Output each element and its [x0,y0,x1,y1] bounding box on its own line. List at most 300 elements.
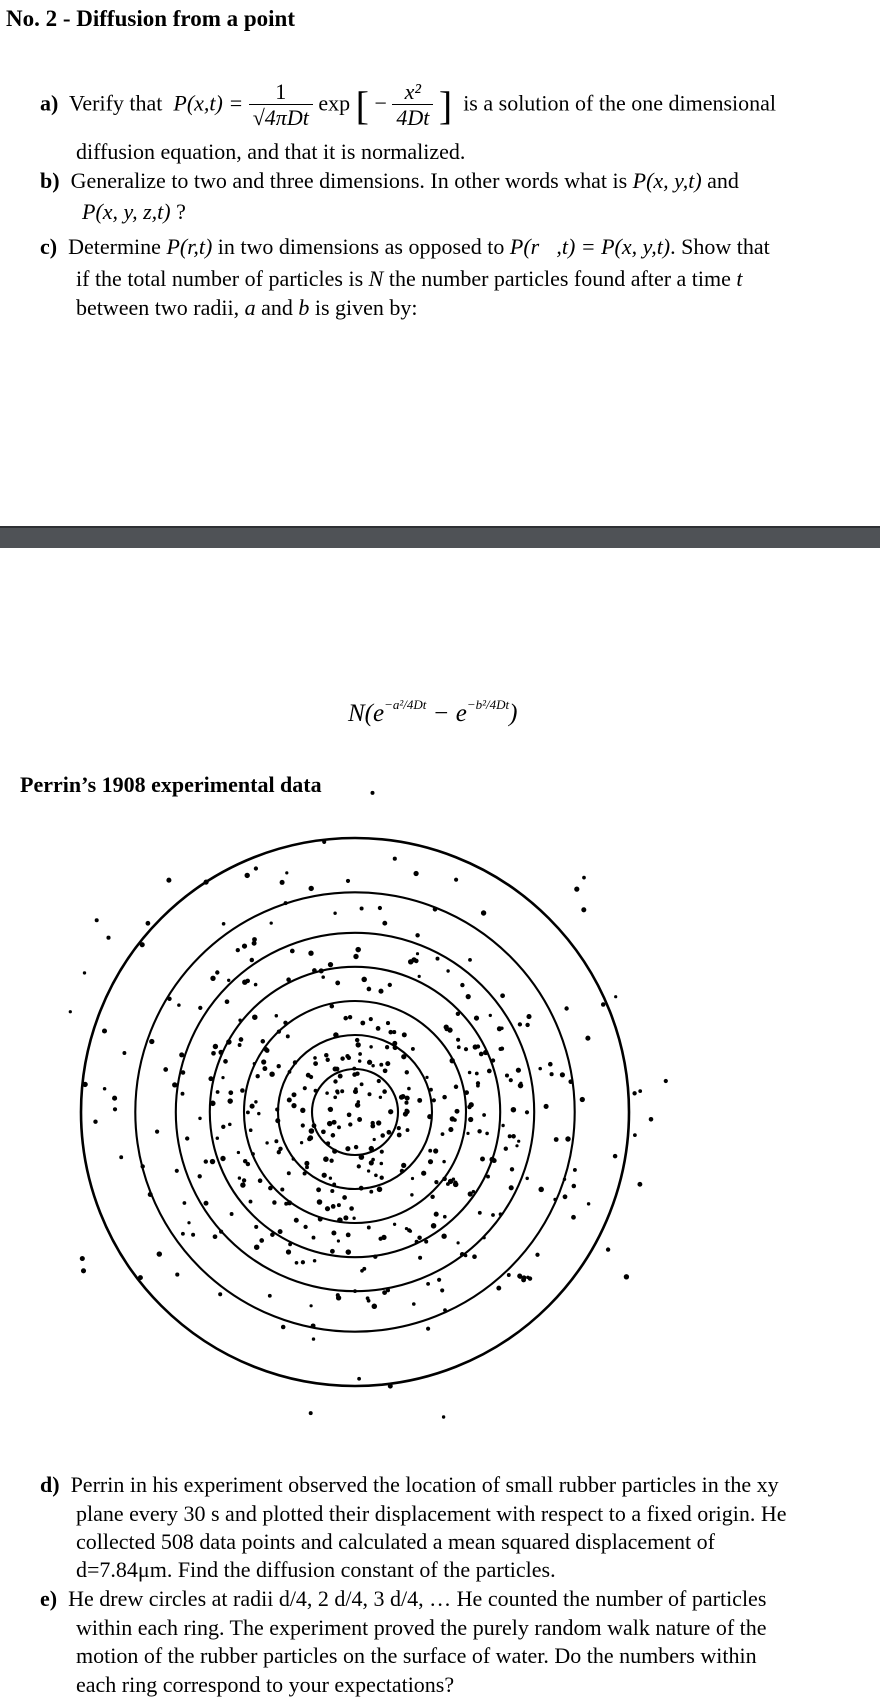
particle-dot [336,1295,341,1300]
particle-dot [242,944,247,949]
particle-dot [480,1157,485,1162]
particle-dot [454,1085,458,1089]
particle-dot [425,1076,428,1079]
particle-dot [356,1042,361,1047]
particle-dot [277,1064,281,1068]
particle-dot [353,1289,357,1293]
particle-dot [447,1027,452,1032]
particle-dot [148,1192,153,1197]
part-c-l3end: is given by: [314,295,418,320]
particle-dot [468,958,472,962]
particle-dot [122,1051,126,1055]
particle-dot [254,1225,258,1229]
particle-dot [301,1123,305,1127]
particle-dot [525,1023,529,1027]
particle-dot [198,1006,202,1010]
particle-dot [466,1132,469,1135]
particle-dot [632,1091,636,1095]
particle-dot [352,1072,357,1077]
particle-dot [469,1102,474,1107]
particle-dot [337,1239,340,1242]
particle-dot [428,1159,433,1164]
particle-dot [275,1014,278,1017]
particle-dot [483,1050,488,1055]
particle-dot [485,1132,489,1136]
particle-dot [204,1201,209,1206]
particle-dot [138,1275,143,1280]
particle-dot [312,1236,316,1240]
left-bracket-icon: [ [355,83,369,128]
particle-dot [337,1217,343,1223]
particle-dot [163,1067,168,1072]
particle-dot [338,1074,343,1079]
particle-dot [326,1141,330,1145]
particle-dot [548,1062,553,1067]
particle-dot [367,1060,372,1065]
particle-dot [436,957,440,961]
particle-dot [333,1095,337,1099]
particle-dot [478,1211,482,1215]
particle-dot [287,1200,292,1205]
particle-dot [155,1129,159,1133]
particle-dot [254,866,258,870]
particle-dot [242,1178,246,1182]
particle-dot [491,1058,495,1062]
particle-dot [443,1308,447,1312]
particle-dot [304,1161,309,1166]
particle-dot [601,1002,605,1006]
particle-dot [606,1247,610,1251]
particle-dot [430,1195,434,1199]
particle-dot [489,1157,495,1163]
particle-dot [587,1202,590,1205]
particle-dot [633,1133,637,1137]
part-c-l2a: if the total number of particles is [76,266,364,291]
particle-dot [278,1229,283,1234]
part-a-exp: exp [318,90,351,116]
part-d-text1: Perrin in his experiment observed the location of small rubber particles in the xy [70,1472,779,1497]
particle-dot [369,1017,373,1021]
particle-dot [283,1021,287,1025]
particle-dot [348,1122,352,1126]
particle-dot [568,1079,573,1084]
particle-dot [220,1156,225,1161]
particle-dot [402,1032,407,1037]
particle-dot [357,1164,361,1168]
particle-dot [373,1138,376,1141]
ring-5 [176,933,534,1291]
particle-dot [518,1022,522,1026]
particle-dot [181,1070,186,1075]
particle-dot [316,1187,321,1192]
particle-dot [456,1038,460,1042]
particle-dot [544,1104,549,1109]
particle-dot [580,1097,585,1102]
particle-dot [434,1212,439,1217]
particle-dot [581,907,586,912]
part-c-l1a: Determine [68,234,161,259]
particle-dot [572,1184,577,1189]
particle-dot [228,1123,232,1127]
particle-dot [305,1165,309,1169]
particle-dot [270,921,273,924]
particle-dot [210,1101,216,1107]
particle-dot [482,1236,485,1239]
particle-dot [286,1034,290,1038]
formula-mid: − e [426,700,467,727]
particle-dot [319,968,324,973]
particle-dot [347,1112,352,1117]
particle-dot [254,1244,260,1250]
formula-close: ) [509,700,518,727]
particle-dot [464,1090,469,1095]
particle-dot [401,1163,406,1168]
particle-dot [82,1082,87,1087]
particle-dot [417,1098,422,1103]
particle-dot [441,1132,445,1136]
particle-dot [140,1164,144,1168]
particle-dot [563,1194,568,1199]
particle-dot [181,1232,185,1236]
particle-dot [491,1213,495,1217]
particle-dot [216,1090,220,1094]
particle-dot [410,1193,413,1196]
part-c-l3a: between two radii, [76,295,240,320]
particle-dot [149,1039,154,1044]
particle-dot [330,1249,335,1254]
particle-dot [415,933,419,937]
particle-dot [103,1087,107,1091]
particle-dot [638,1089,642,1093]
particle-dot [426,1282,430,1286]
particle-dot [261,1059,266,1064]
part-b-q: ? [176,199,186,224]
particle-dot [352,1217,355,1220]
particle-dot [330,1189,334,1193]
particle-dot [382,1089,387,1094]
particle-dot [415,1240,419,1244]
particle-dot [489,1014,492,1017]
particle-dot [223,1059,228,1064]
part-b-label: b) [40,168,60,193]
particle-dot [337,1203,341,1207]
particle-dot [400,1169,404,1173]
particle-dot [387,1130,392,1135]
particle-dot [177,1003,181,1007]
particle-dot [308,951,313,956]
problem-title: No. 2 - Diffusion from a point [6,6,296,31]
particle-dot [359,1186,364,1191]
particle-dot [225,999,230,1004]
particle-dot [367,987,372,992]
particle-dot [517,1140,520,1143]
particle-dot [291,1103,296,1108]
particle-dot [355,1102,360,1107]
particle-dot [383,1068,388,1073]
particle-dot [332,1183,336,1187]
particle-dot [380,1150,384,1154]
particle-dot [329,1177,332,1180]
particle-dot [210,976,215,981]
particle-dot [481,910,486,915]
particle-dot [250,1104,255,1109]
particle-dot [348,1015,352,1019]
particle-dot [385,1061,390,1066]
particle-dot [380,1176,384,1180]
particle-dot [253,1062,256,1065]
part-a-text3: diffusion equation, and that it is normalized. [76,139,466,164]
particle-dot [429,1088,433,1092]
particle-dot [269,1071,274,1076]
particle-dot [553,1198,556,1201]
particle-dot [624,1274,629,1279]
particle-dot [333,911,336,914]
particle-dot [442,1095,447,1100]
particle-dot [252,941,257,946]
particle-dot [325,1091,329,1095]
part-c-l1c: . Show that [670,234,770,259]
particle-dot [360,906,364,910]
particle-dot [500,1046,504,1050]
perrin-heading: Perrin’s 1908 experimental data [20,772,322,797]
particle-dot [286,1249,291,1254]
particle-dot [337,1125,341,1129]
particle-dot [418,1256,422,1260]
particle-dot [486,1175,490,1179]
particle-dot [346,1249,352,1255]
particle-dot [265,1141,268,1144]
particle-dot [380,1162,384,1166]
particle-dot [238,1019,241,1022]
particle-dot [379,1063,383,1067]
particle-dot [219,1230,223,1234]
particle-dot [323,1156,329,1162]
particle-dot [448,1179,453,1184]
particle-dot [286,977,291,982]
particle-dot [287,1097,292,1102]
particle-dot [511,1134,516,1139]
ring-1 [312,1069,398,1155]
particle-dot [367,1299,371,1303]
particle-dot [236,948,240,952]
particle-dot [252,1014,258,1020]
particle-dot [416,952,419,955]
particle-dot [213,1234,218,1239]
part-a-frac-num: 1 [249,80,313,105]
particle-dot [377,1079,381,1083]
particle-dot [565,1136,570,1141]
particle-dot [208,1076,213,1081]
particle-dot [301,1260,305,1264]
particle-dot [83,971,86,974]
particle-dot [326,1058,330,1062]
particle-dot [309,1411,313,1415]
particle-dot [288,1242,292,1246]
particle-dot [414,959,419,964]
particle-dot [102,1028,107,1033]
particle-dot [440,1288,444,1292]
particle-dot [332,1120,337,1125]
particle-dot [309,1128,315,1134]
part-d-text3: collected 508 data points and calculated a mean squared displacement of [76,1529,715,1554]
particle-dot [388,1384,393,1389]
particle-dot [405,1070,409,1074]
particle-dot [238,1043,242,1047]
particle-dot [249,1200,253,1204]
particle-dot [433,907,438,912]
part-a-lhs: P(x,t) = [173,90,244,116]
particle-dot [355,947,361,953]
particle-dot [325,1206,330,1211]
particle-dot [379,1096,382,1099]
particle-dot [405,1109,409,1113]
part-a-minus: − [374,90,387,116]
particle-dot [571,1215,576,1220]
particle-dot [477,1129,481,1133]
particle-dot [361,977,367,983]
particle-dot [272,1200,276,1204]
particle-dot [417,1235,421,1239]
particle-dot [175,1169,179,1173]
part-b-m1: P(x, y,t) [632,168,702,193]
particle-dot [432,1098,436,1102]
particle-dot [354,1145,358,1149]
particle-dot [218,1292,222,1296]
particle-dot [554,1137,559,1142]
particle-dot [343,1215,348,1220]
particle-dot [243,1159,248,1164]
particle-dot [331,1133,336,1138]
part-c-l1b: in two dimensions as opposed to [217,234,505,259]
particle-dot [242,980,247,985]
particle-dot [355,1038,359,1042]
particle-dot [367,1169,370,1172]
part-b-m2: P(x, y, z,t) [82,199,171,224]
particle-dot [300,1108,305,1113]
particle-dot [508,1134,512,1138]
particle-dot [468,1071,472,1075]
particle-dot [140,942,145,947]
part-a-x2: x² [392,80,433,105]
particle-dot [336,1091,340,1095]
particle-dot [312,1123,317,1128]
particle-dot [221,1076,224,1079]
particle-dot [374,1173,378,1177]
particle-dot [294,1218,299,1223]
particle-dot [437,1278,441,1282]
particle-dot [191,1233,195,1237]
particle-dot [246,1110,250,1114]
particle-dot [343,1016,348,1021]
particle-dot [340,1056,344,1060]
particle-dot [487,1069,492,1074]
part-b-text1: Generalize to two and three dimensions. In other words what is [70,168,628,193]
particle-dot [198,1117,201,1120]
particle-dot [329,1159,333,1163]
particle-dot [479,1052,484,1057]
particle-dot [406,1128,410,1132]
particle-dot [371,1121,375,1125]
particle-dot [321,1129,326,1134]
part-c-l2N: N [368,266,384,291]
particle-dot [649,1117,654,1122]
particle-dot [433,1148,438,1153]
particle-dot [357,1377,361,1381]
particle-dot [312,968,317,973]
formula-exp2: −b²/4Dt [466,697,510,712]
particle-dot [510,1167,514,1171]
particle-dot [106,936,110,940]
particle-dot [274,1139,278,1143]
particle-dot [349,1206,354,1211]
particle-dot [290,949,295,954]
particle-dot [335,980,340,985]
particle-dot [378,1237,382,1241]
particle-dot [563,1178,566,1181]
particle-dot [166,878,171,883]
particle-dot [254,983,258,987]
particle-dot [285,871,288,874]
particle-dot [442,1160,446,1164]
part-e-label: e) [40,1586,58,1611]
particle-dot [119,1155,123,1159]
particle-dot [453,1118,457,1122]
particle-dot [401,1054,406,1059]
particle-dot [330,1004,335,1009]
particle-dot [397,1126,401,1130]
particle-dot [393,1045,398,1050]
particle-dot [295,1261,299,1265]
particle-dot [216,1136,219,1139]
particle-dot [275,1118,280,1123]
particle-dot [353,954,358,959]
part-e-text2: within each ring. The experiment proved the purely random walk nature of the [76,1615,767,1640]
particle-dot [393,857,397,861]
particle-dot [157,1251,162,1256]
particle-dot [308,1135,313,1140]
particle-dot [240,1088,245,1093]
part-c-var-b: b [298,295,310,320]
particle-dot [306,1073,311,1078]
particle-dot [516,1068,521,1073]
particle-dot [413,871,418,876]
particle-dot [345,1054,349,1058]
part-a-text2: is a solution of the one dimensional [463,90,777,116]
particle-dot [331,1230,336,1235]
part-c-label: c) [40,234,58,259]
particle-dot [340,1089,344,1093]
particle-dot [427,1114,432,1119]
particle-dot [239,1037,244,1042]
particle-dot [313,1061,318,1066]
particle-dot [293,1060,297,1064]
particle-dot [181,1092,185,1096]
particle-dot [434,1180,438,1184]
particle-dot [198,1174,202,1178]
particle-dot [287,1171,291,1175]
particle-dot [311,1323,316,1328]
particle-dot [187,1221,190,1224]
particle-dot [499,1212,503,1216]
particle-dot [397,1133,402,1138]
part-d-label: d) [40,1472,60,1497]
particle-dot [80,1256,85,1261]
particle-dot [367,1226,371,1230]
particle-dot [251,1152,255,1156]
particle-dot [312,1337,315,1340]
particle-dot [221,1125,225,1129]
particle-dot [460,983,464,987]
